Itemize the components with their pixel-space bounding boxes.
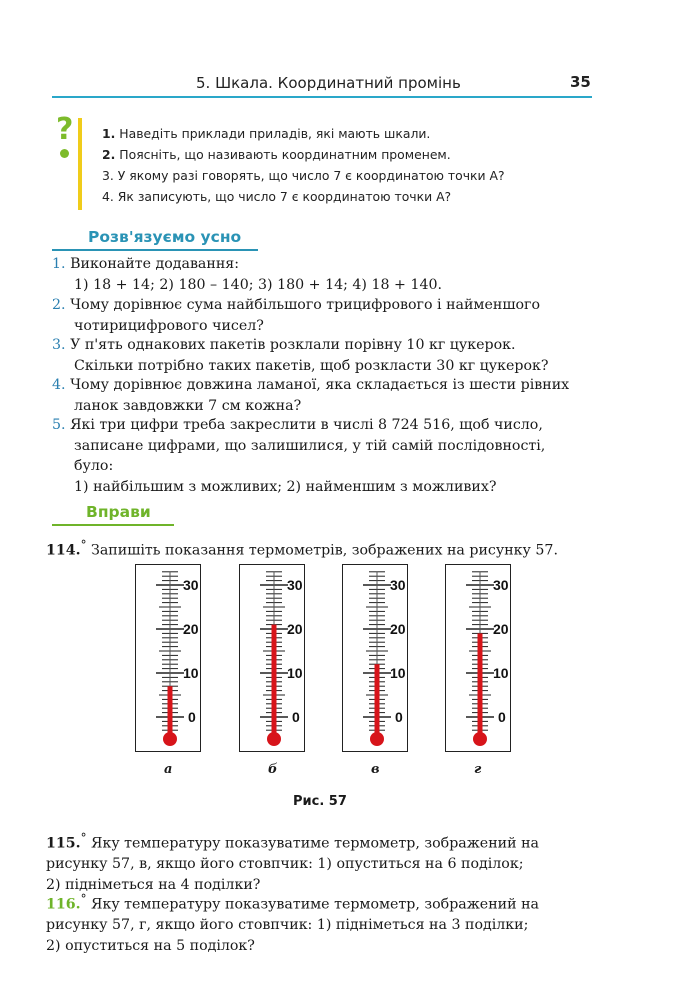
oral-item-3: 3. У п'ять однакових пакетів розклали порівну 10 кг цукерок. Скільки потрібно таких пакетів, щоб розкласти 30 кг цукерок?	[52, 337, 549, 374]
exercise-116: 116.° Яку температуру показуватиме термометр, зображений на рисунку 57, г, якщо його стовпчик: 1) підніметься на 3 поділки; 2) опуститься на 5 поділок?	[46, 892, 539, 954]
scale-label: 0	[498, 709, 506, 725]
thermometer-label: а	[164, 762, 173, 777]
thermometer-4	[445, 564, 511, 752]
exercise-114: 114.° Запишіть показання термометрів, зображених на рисунку 57.	[46, 538, 558, 559]
scale-label: 20	[287, 621, 303, 637]
scale-label: 0	[292, 709, 300, 725]
exercises-title: Вправи	[86, 503, 151, 521]
mercury-column	[478, 633, 483, 737]
question-item: 3. У якому разі говорять, що число 7 є координатою точки A?	[102, 168, 505, 183]
scale-label: 10	[287, 665, 303, 681]
scale-label: 10	[493, 665, 509, 681]
question-mark-icon: ?	[56, 112, 74, 147]
scale-label: 10	[183, 665, 199, 681]
exercises-underline	[52, 524, 174, 526]
header-rule	[52, 96, 592, 98]
oral-item-2: 2. Чому дорівнює сума найбільшого трицифрового і найменшого чотирицифрового чисел?	[52, 297, 541, 334]
questions-bar	[78, 118, 82, 210]
thermometer-label: в	[371, 762, 380, 777]
question-dot-icon	[60, 149, 69, 158]
scale-label: 30	[183, 577, 199, 593]
review-questions	[102, 126, 505, 210]
oral-section-title: Розв'язуємо усно	[88, 228, 242, 246]
question-item: 4. Як записують, що число 7 є координатою точки A?	[102, 189, 452, 204]
oral-item-5: 5. Які три цифри треба закреслити в числі 8 724 516, щоб число, записане цифрами, що залишилися, у тій самій послідовності, було: 1) найбільшим з можливих; 2) найменшим з можливих?	[52, 417, 546, 495]
scale-label: 0	[188, 709, 196, 725]
scale-label: 30	[390, 577, 406, 593]
figure-caption: Рис. 57	[293, 794, 347, 809]
thermometer-label: б	[268, 762, 278, 777]
thermometer-3	[342, 564, 408, 752]
question-item: 2. Поясніть, що називають координатним променем.	[102, 147, 451, 162]
thermometer-label: г	[474, 762, 482, 777]
oral-item-1: 1. Виконайте додавання: 1) 18 + 14; 2) 180 – 140; 3) 180 + 14; 4) 18 + 140.	[52, 256, 443, 293]
scale-label: 20	[183, 621, 199, 637]
page-number: 35	[570, 73, 591, 91]
scale-label: 20	[493, 621, 509, 637]
thermometer-bulb-icon	[267, 732, 281, 746]
thermometer-2	[239, 564, 305, 752]
scale-label: 10	[390, 665, 406, 681]
mercury-column	[272, 625, 277, 737]
scale-label: 20	[390, 621, 406, 637]
header-title: 5. Шкала. Координатний промінь	[196, 74, 461, 92]
mercury-column	[168, 686, 173, 737]
thermometer-1	[135, 564, 201, 752]
thermometer-bulb-icon	[370, 732, 384, 746]
thermometer-bulb-icon	[163, 732, 177, 746]
scale-label: 30	[287, 577, 303, 593]
mercury-column	[375, 664, 380, 737]
exercise-115: 115.° Яку температуру показуватиме термометр, зображений на рисунку 57, в, якщо його стовпчик: 1) опуститься на 6 поділок; 2) підніметься на 4 поділки?	[46, 831, 539, 893]
scale-label: 30	[493, 577, 509, 593]
thermometer-bulb-icon	[473, 732, 487, 746]
scale-label: 0	[395, 709, 403, 725]
question-item: 1. Наведіть приклади приладів, які мають шкали.	[102, 126, 431, 141]
oral-item-4: 4. Чому дорівнює довжина ламаної, яка складається із шести рівних ланок завдовжки 7 см кожна?	[52, 377, 570, 414]
oral-section-underline	[52, 249, 258, 251]
